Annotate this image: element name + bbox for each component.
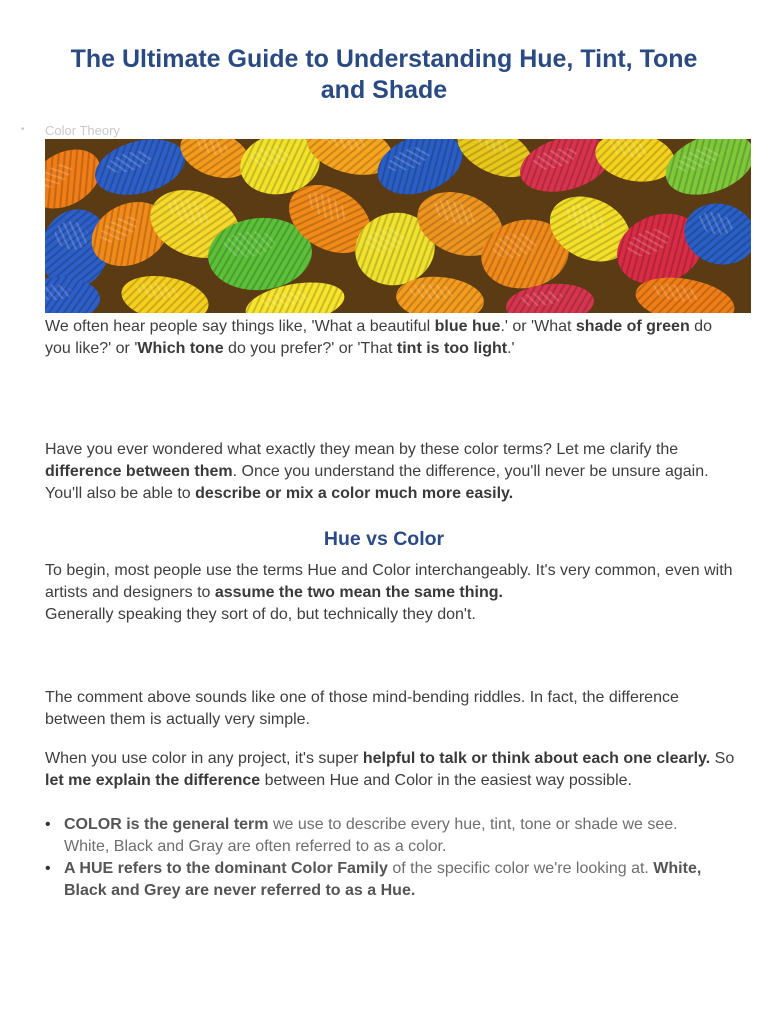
- explanation-paragraph: When you use color in any project, it's super helpful to talk or think about each one clearly. So let me explain the difference between Hue and Color in the easiest way possible.: [45, 750, 735, 789]
- riddle-paragraph: The comment above sounds like one of those mind-bending riddles. In fact, the difference between them is actually very simple.: [45, 689, 679, 728]
- question-paragraph: Have you ever wondered what exactly they mean by these color terms? Let me clarify the difference between them. Once you understand the difference, you'll never be unsure again. You'll also be able to describe or mix a color much more easily.: [45, 441, 709, 502]
- intro-paragraph: We often hear people say things like, 'What a beautiful blue hue.' or 'What shade of green do you like?' or 'Which tone do you prefer?' or 'That tint is too light.': [45, 318, 712, 357]
- tag-bullet: •: [21, 124, 25, 135]
- page-title: The Ultimate Guide to Understanding Hue, Tint, Tone and Shade: [70, 45, 698, 104]
- yarn-photo: [45, 139, 751, 313]
- hue-vs-color-paragraph: To begin, most people use the terms Hue and Color interchangeably. It's very common, even with artists and designers to assume the two mean the same thing. Generally speaking they sort of do, but technically they don't.: [45, 562, 733, 623]
- list-item: • COLOR is the general term we use to describe every hue, tint, tone or shade we see. White, Black and Gray are often referred to as a color.: [45, 816, 678, 855]
- bullet-icon: •: [45, 816, 51, 833]
- bullet-icon: •: [45, 860, 51, 877]
- definition-list: [45, 814, 725, 902]
- section-heading-hue-vs-color: Hue vs Color: [323, 528, 445, 550]
- list-item: • A HUE refers to the dominant Color Family of the specific color we're looking at. White, Black and Grey are never referred to as a Hue.: [45, 860, 702, 899]
- category-link[interactable]: Color Theory: [45, 123, 120, 138]
